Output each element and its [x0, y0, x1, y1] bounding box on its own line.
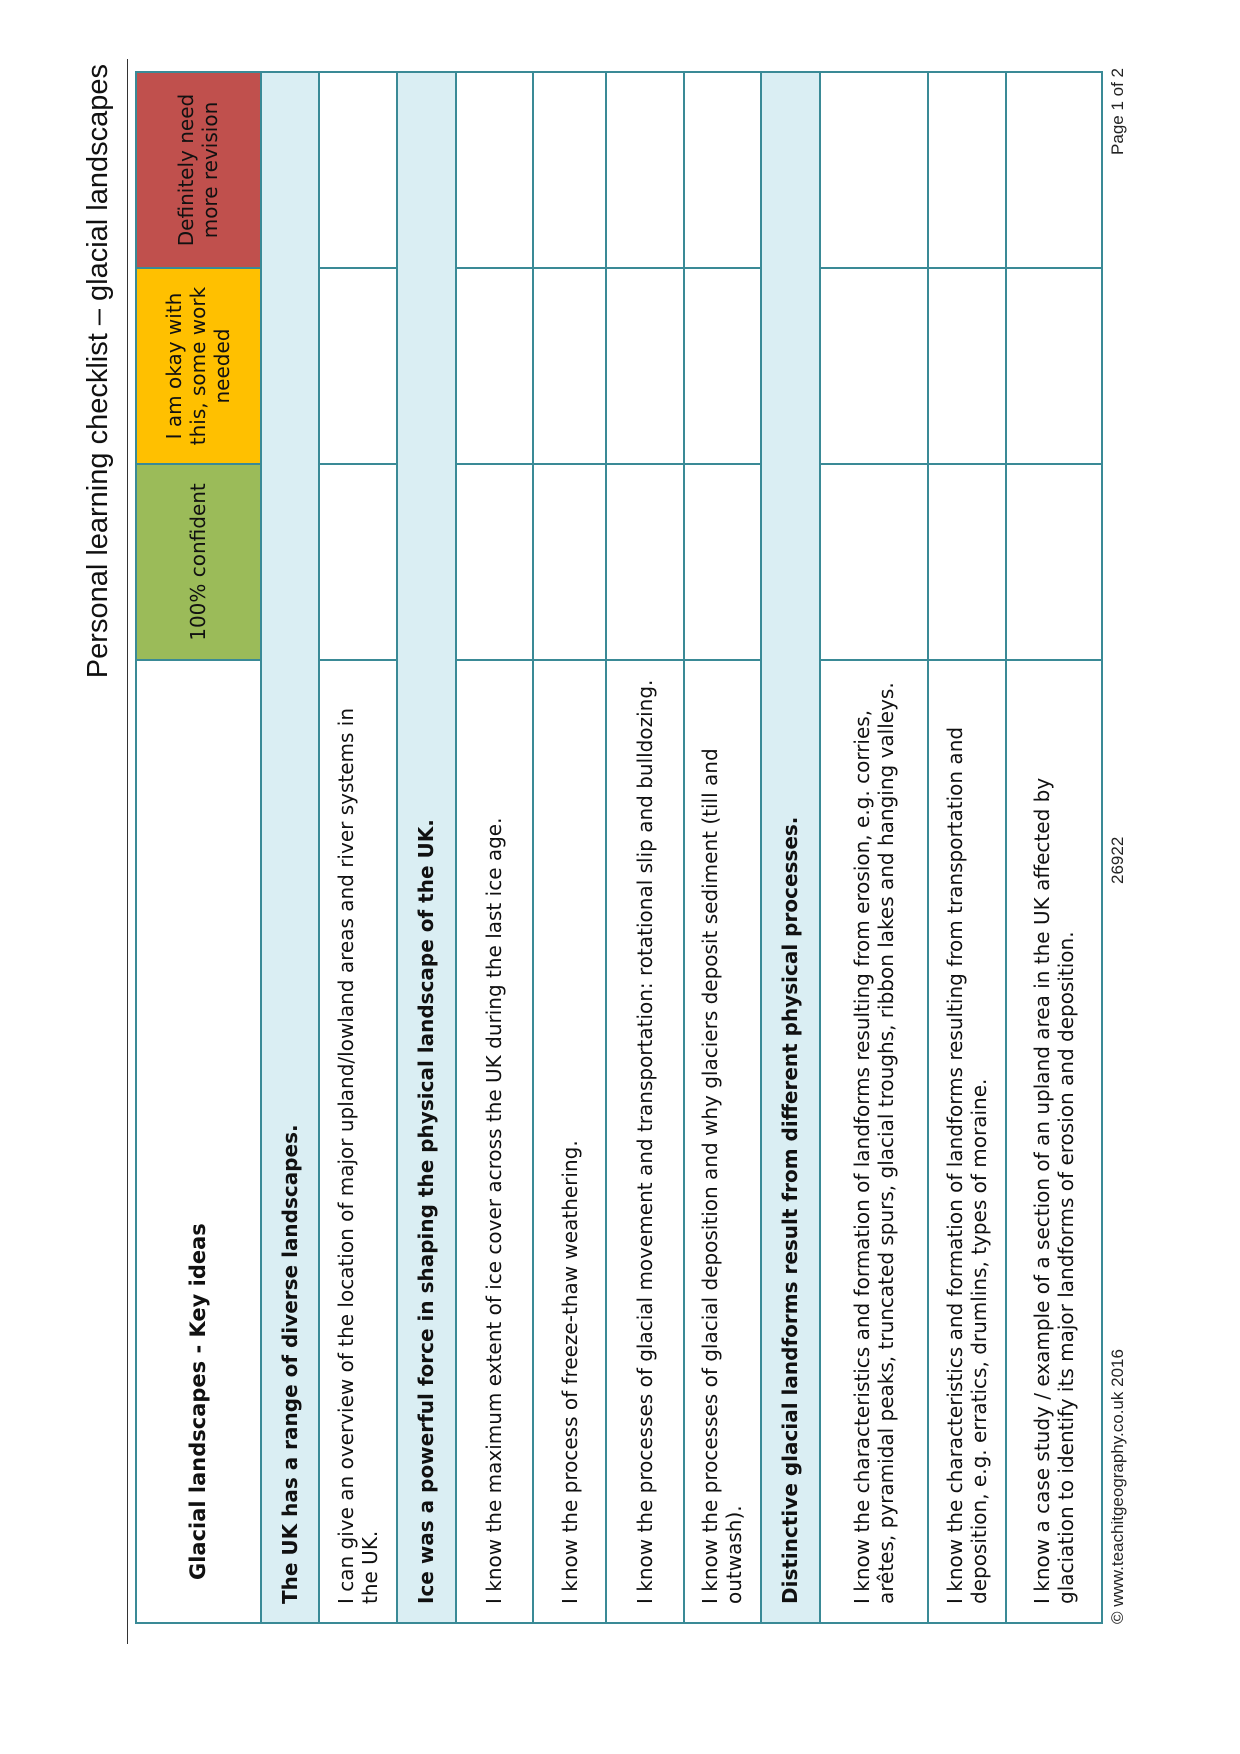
table-row — [928, 72, 1006, 1623]
page-title: Personal learning checklist – glacial landscapes — [82, 64, 114, 679]
okay-checkbox-cell[interactable] — [456, 268, 534, 464]
key-idea-text: I can give an overview of the location of major upland/lowland areas and river systems in the UK. — [319, 660, 397, 1623]
revision-checkbox-cell[interactable] — [319, 72, 397, 268]
table-row — [1006, 72, 1102, 1623]
revision-checkbox-cell[interactable] — [820, 72, 928, 268]
confident-checkbox-cell[interactable] — [684, 464, 762, 660]
revision-checkbox-cell[interactable] — [928, 72, 1006, 268]
key-idea-text: I know the processes of glacial movement and transportation: rotational slip and bulldozing. — [606, 660, 684, 1623]
revision-checkbox-cell[interactable] — [456, 72, 534, 268]
okay-checkbox-cell[interactable] — [533, 268, 606, 464]
footer-page-number: Page 1 of 2 — [1108, 68, 1127, 155]
table-row — [456, 72, 534, 1623]
confident-checkbox-cell[interactable] — [456, 464, 534, 660]
key-ideas-header: Glacial landscapes - Key ideas — [136, 660, 261, 1623]
key-idea-text: I know the maximum extent of ice cover across the UK during the last ice age. — [456, 660, 534, 1623]
confident-checkbox-cell[interactable] — [606, 464, 684, 660]
revision-checkbox-cell[interactable] — [606, 72, 684, 268]
confident-checkbox-cell[interactable] — [533, 464, 606, 660]
confident-checkbox-cell[interactable] — [1006, 464, 1102, 660]
key-idea-text: I know a case study / example of a section of an upland area in the UK affected by glaciation to identify its major landforms of erosion and deposition. — [1006, 660, 1102, 1623]
section-row — [397, 72, 456, 1623]
title-rule — [127, 59, 128, 1644]
table-row — [319, 72, 397, 1623]
key-idea-text: I know the process of freeze-thaw weathering. — [533, 660, 606, 1623]
key-idea-text: I know the characteristics and formation of landforms resulting from transportation and deposition, e.g. erratics, drumlins, types of moraine. — [928, 660, 1006, 1623]
confident-checkbox-cell[interactable] — [319, 464, 397, 660]
confident-header: 100% confident — [136, 464, 261, 660]
okay-checkbox-cell[interactable] — [606, 268, 684, 464]
okay-header: I am okay with this, some work needed — [136, 268, 261, 464]
table-row — [820, 72, 928, 1623]
revision-checkbox-cell[interactable] — [684, 72, 762, 268]
confident-checkbox-cell[interactable] — [820, 464, 928, 660]
footer-code: 26922 — [1108, 836, 1127, 884]
revision-header: Definitely need more revision — [136, 72, 261, 268]
section-row — [761, 72, 820, 1623]
section-row — [261, 72, 320, 1623]
okay-checkbox-cell[interactable] — [319, 268, 397, 464]
revision-checkbox-cell[interactable] — [533, 72, 606, 268]
okay-checkbox-cell[interactable] — [1006, 268, 1102, 464]
learning-checklist-table — [135, 71, 1103, 1624]
section-heading: Ice was a powerful force in shaping the physical landscape of the UK. — [397, 72, 456, 1623]
table-row — [606, 72, 684, 1623]
key-idea-text: I know the characteristics and formation of landforms resulting from erosion, e.g. corries, arêtes, pyramidal peaks, truncated spurs, glacial troughs, ribbon lakes and hanging valleys. — [820, 660, 928, 1623]
section-heading: Distinctive glacial landforms result from different physical processes. — [761, 72, 820, 1623]
table-row — [684, 72, 762, 1623]
footer-copyright: © www.teachitgeography.co.uk 2016 — [1108, 1349, 1127, 1624]
table-row — [533, 72, 606, 1623]
key-idea-text: I know the processes of glacial deposition and why glaciers deposit sediment (till and outwash). — [684, 660, 762, 1623]
section-heading: The UK has a range of diverse landscapes. — [261, 72, 320, 1623]
confident-checkbox-cell[interactable] — [928, 464, 1006, 660]
okay-checkbox-cell[interactable] — [684, 268, 762, 464]
table-header-row — [136, 72, 261, 1623]
revision-checkbox-cell[interactable] — [1006, 72, 1102, 268]
okay-checkbox-cell[interactable] — [928, 268, 1006, 464]
okay-checkbox-cell[interactable] — [820, 268, 928, 464]
